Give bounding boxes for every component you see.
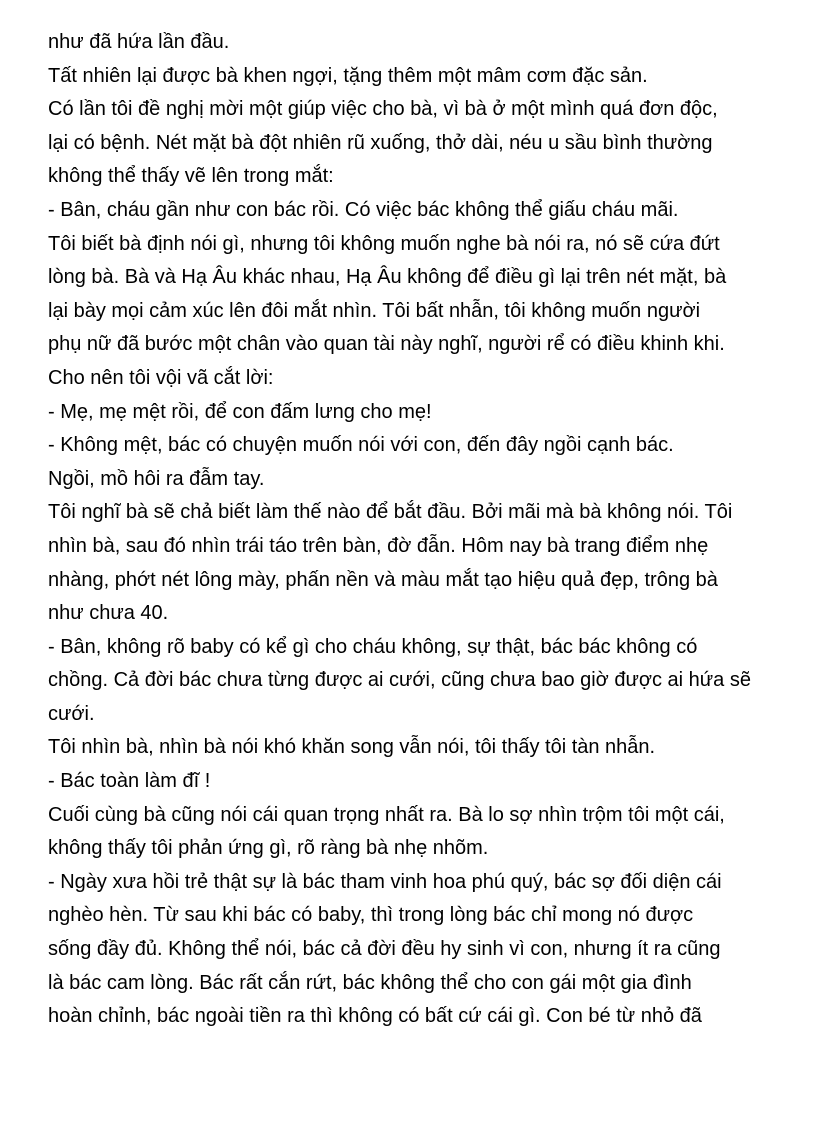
text-line: Tất nhiên lại được bà khen ngợi, tặng thêm một mâm cơm đặc sản.	[48, 64, 648, 87]
text-line: phụ nữ đã bước một chân vào quan tài này nghĩ, người rể có điều khinh khi.	[48, 333, 725, 356]
text-line: nhìn bà, sau đó nhìn trái táo trên bàn, đờ đẫn. Hôm nay bà trang điểm nhẹ	[48, 534, 709, 557]
text-line: nhàng, phớt nét lông mày, phấn nền và màu mắt tạo hiệu quả đẹp, trông bà	[48, 568, 718, 591]
text-line: Cho nên tôi vội vã cắt lời:	[48, 366, 274, 389]
text-line: không thấy tôi phản ứng gì, rõ ràng bà nhẹ nhõm.	[48, 837, 489, 860]
text-line: cưới.	[48, 702, 95, 725]
text-line: là bác cam lòng. Bác rất cắn rứt, bác không thể cho con gái một gia đình	[48, 971, 692, 994]
text-line: chồng. Cả đời bác chưa từng được ai cưới, cũng chưa bao giờ được ai hứa sẽ	[48, 669, 751, 692]
text-line: - Ngày xưa hồi trẻ thật sự là bác tham vinh hoa phú quý, bác sợ đối diện cái	[48, 870, 722, 893]
text-line: - Mẹ, mẹ mệt rồi, để con đấm lưng cho mẹ!	[48, 400, 432, 423]
text-line: không thể thấy vẽ lên trong mắt:	[48, 165, 334, 188]
text-line: lại bày mọi cảm xúc lên đôi mắt nhìn. Tôi bất nhẫn, tôi không muốn người	[48, 299, 701, 322]
text-line: - Bân, không rõ baby có kể gì cho cháu không, sự thật, bác bác không có	[48, 635, 698, 658]
text-line: Tôi nhìn bà, nhìn bà nói khó khăn song vẫn nói, tôi thấy tôi tàn nhẫn.	[48, 736, 656, 759]
text-line: - Không mệt, bác có chuyện muốn nói với con, đến đây ngồi cạnh bác.	[48, 434, 674, 457]
text-line: sống đầy đủ. Không thể nói, bác cả đời đều hy sinh vì con, nhưng ít ra cũng	[48, 938, 721, 961]
text-line: nghèo hèn. Từ sau khi bác có baby, thì trong lòng bác chỉ mong nó được	[48, 904, 694, 927]
text-line: Tôi biết bà định nói gì, nhưng tôi không muốn nghe bà nói ra, nó sẽ cứa đứt	[48, 232, 720, 255]
text-line: lòng bà. Bà và Hạ Âu khác nhau, Hạ Âu không để điều gì lại trên nét mặt, bà	[48, 266, 727, 289]
text-line: - Bác toàn làm đĩ !	[48, 770, 211, 793]
text-line: Cuối cùng bà cũng nói cái quan trọng nhất ra. Bà lo sợ nhìn trộm tôi một cái,	[48, 803, 725, 826]
text-line: Ngồi, mồ hôi ra đẫm tay.	[48, 467, 265, 490]
document-page	[48, 26, 788, 1034]
text-line: lại có bệnh. Nét mặt bà đột nhiên rũ xuống, thở dài, néu u sầu bình thường	[48, 131, 713, 154]
text-line: như chưa 40.	[48, 602, 169, 625]
text-line: hoàn chỉnh, bác ngoài tiền ra thì không có bất cứ cái gì. Con bé từ nhỏ đã	[48, 1005, 702, 1028]
text-line: Có lần tôi đề nghị mời một giúp việc cho bà, vì bà ở một mình quá đơn độc,	[48, 98, 718, 121]
text-line: như đã hứa lần đầu.	[48, 31, 230, 53]
text-line: - Bân, cháu gần như con bác rồi. Có việc bác không thể giấu cháu mãi.	[48, 198, 679, 221]
text-line: Tôi nghĩ bà sẽ chả biết làm thế nào để bắt đầu. Bởi mãi mà bà không nói. Tôi	[48, 501, 733, 524]
